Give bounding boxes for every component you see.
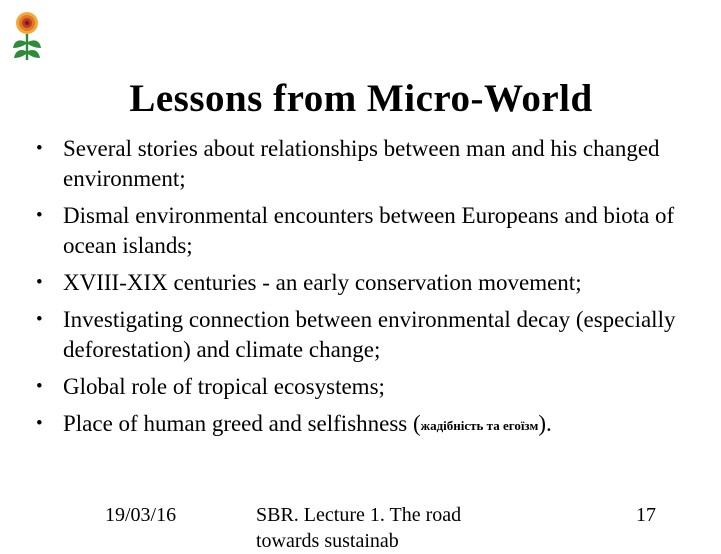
- bullet-item: [36, 372, 706, 402]
- bullet-marker: •: [36, 413, 43, 434]
- bullet-item: [36, 305, 706, 365]
- bullet-text: Several stories about relationships between man and his changed environment;: [63, 136, 660, 191]
- logo-flower-head: [16, 12, 38, 34]
- bullet-marker: •: [36, 272, 43, 293]
- bullet-text-ukrainian: жадібність та егоїзм: [420, 418, 539, 433]
- slide-title: Lessons from Micro-World: [129, 77, 593, 120]
- bullet-text: Global role of tropical ecosystems;: [63, 374, 385, 399]
- footer-lecture-title: SBR. Lecture 1. The road towards sustainab: [256, 504, 462, 552]
- bullet-list: [36, 134, 706, 448]
- bullet-text-close: ).: [538, 411, 552, 436]
- logo-stem: [13, 34, 41, 60]
- bullet-item: [36, 201, 706, 261]
- footer-page-number: 17: [636, 504, 656, 526]
- footer-date: 19/03/16: [105, 504, 177, 526]
- sunflower-logo-icon: [10, 10, 44, 62]
- bullet-marker: •: [36, 205, 43, 226]
- bullet-item: [36, 134, 706, 194]
- bullet-item: [36, 409, 706, 441]
- bullet-text: XVIII-XIX centuries - an early conservation movement;: [63, 270, 582, 295]
- bullet-text-main: Place of human greed and selfishness (: [63, 411, 421, 436]
- bullet-marker: •: [36, 309, 43, 330]
- bullet-item: [36, 268, 706, 298]
- bullet-text: Dismal environmental encounters between Europeans and biota of ocean islands;: [63, 203, 675, 258]
- bullet-marker: •: [36, 138, 43, 159]
- bullet-marker: •: [36, 376, 43, 397]
- bullet-text: Investigating connection between environmental decay (especially deforestation) and climate change;: [63, 307, 676, 362]
